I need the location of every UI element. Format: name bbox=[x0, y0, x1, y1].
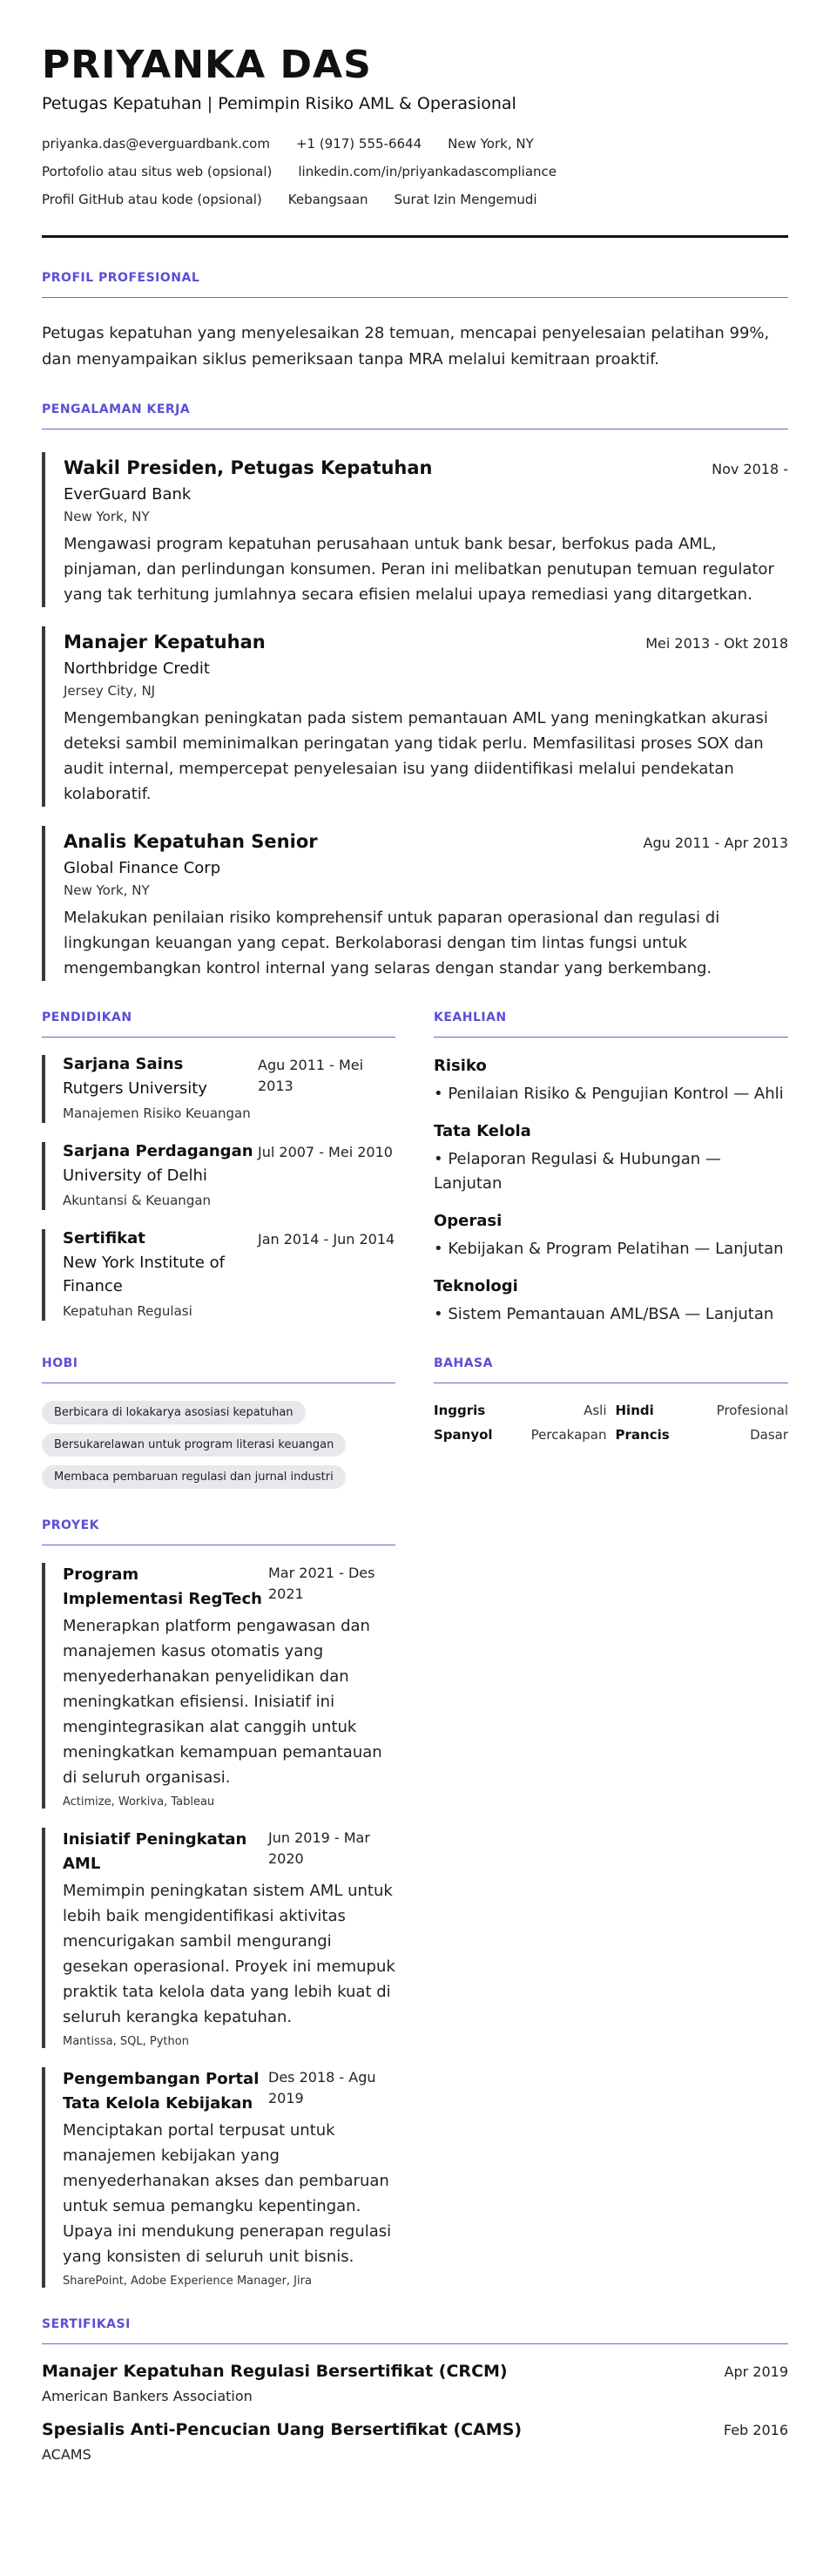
hobbies-languages-row bbox=[42, 1356, 788, 1489]
skill-group bbox=[434, 1212, 788, 1261]
section-title-skills: KEAHLIAN bbox=[434, 1011, 507, 1024]
candidate-headline: Petugas Kepatuhan | Pemimpin Risiko AML & Operasional bbox=[42, 94, 516, 113]
certification-date: Feb 2016 bbox=[723, 2422, 788, 2438]
job-title: Wakil Presiden, Petugas Kepatuhan bbox=[64, 457, 433, 478]
project-description: Menciptakan portal terpusat untuk manajemen kebijakan yang menyederhanakan akses dan pembaruan untuk semua pemangku kepentingan. Upaya ini mendukung penerapan regulasi yang konsisten di seluruh unit bisnis. bbox=[63, 2121, 392, 2266]
resume-header bbox=[42, 42, 788, 238]
hobbies-section bbox=[42, 1356, 395, 1489]
education-entry bbox=[42, 1229, 395, 1321]
job-date: Nov 2018 - bbox=[712, 461, 788, 477]
education-degree: Sarjana Perdagangan bbox=[63, 1142, 253, 1160]
education-school: Rutgers University bbox=[63, 1079, 207, 1098]
language-level: Profesional bbox=[716, 1403, 788, 1418]
job-company: Global Finance Corp bbox=[64, 859, 221, 877]
language-name: Spanyol bbox=[434, 1427, 493, 1443]
skill-category: Operasi bbox=[434, 1212, 503, 1230]
project-title: Program Implementasi RegTech bbox=[63, 1565, 262, 1608]
summary-text: Petugas kepatuhan yang menyelesaikan 28 temuan, mencapai penyelesaian pelatihan 99%, dan menyampaikan siklus pemeriksaan tanpa MRA melalui kemitraan proaktif. bbox=[42, 324, 770, 368]
section-divider bbox=[42, 297, 788, 298]
education-field: Manajemen Risiko Keuangan bbox=[63, 1105, 251, 1121]
summary-section bbox=[42, 271, 788, 373]
skill-category: Tata Kelola bbox=[434, 1122, 531, 1140]
project-date: Des 2018 - Agu 2019 bbox=[268, 2069, 376, 2106]
contact-email[interactable]: priyanka.das@everguardbank.com bbox=[42, 136, 270, 152]
education-entry bbox=[42, 1142, 395, 1210]
job-location: New York, NY bbox=[64, 509, 150, 524]
project-tech: Mantissa, SQL, Python bbox=[63, 2035, 189, 2048]
skill-item: • Pelaporan Regulasi & Hubungan — Lanjutan bbox=[434, 1150, 721, 1193]
language-entry bbox=[616, 1403, 789, 1418]
job-company: EverGuard Bank bbox=[64, 485, 192, 504]
project-date: Jun 2019 - Mar 2020 bbox=[268, 1829, 370, 1867]
project-tech: SharePoint, Adobe Experience Manager, Jira bbox=[63, 2275, 312, 2288]
language-level: Asli bbox=[584, 1403, 607, 1418]
header-divider bbox=[42, 235, 788, 238]
hobby-chip: Bersukarelawan untuk program literasi keuangan bbox=[42, 1433, 346, 1457]
section-title-languages: BAHASA bbox=[434, 1356, 493, 1370]
certification-name: Manajer Kepatuhan Regulasi Bersertifikat (CRCM) bbox=[42, 2362, 508, 2381]
project-date: Mar 2021 - Des 2021 bbox=[268, 1565, 375, 1602]
skill-item: • Penilaian Risiko & Pengujian Kontrol — Ahli bbox=[434, 1085, 784, 1103]
education-date: Jan 2014 - Jun 2014 bbox=[258, 1231, 395, 1247]
job-date: Mei 2013 - Okt 2018 bbox=[645, 635, 788, 652]
contact-row-2 bbox=[42, 164, 788, 179]
skill-group bbox=[434, 1277, 788, 1327]
job-entry bbox=[42, 626, 788, 807]
education-skills-row bbox=[42, 1011, 788, 1327]
section-title-education: PENDIDIKAN bbox=[42, 1011, 132, 1024]
job-description: Melakukan penilaian risiko komprehensif untuk paparan operasional dan regulasi di lingkungan keuangan yang cepat. Berkolaborasi dengan tim lintas fungsi untuk mengembangkan kontrol internal yang selaras dengan standar yang berkembang. bbox=[64, 909, 720, 977]
skill-category: Risiko bbox=[434, 1057, 487, 1075]
experience-section bbox=[42, 402, 788, 981]
contact-portfolio[interactable]: Portofolio atau situs web (opsional) bbox=[42, 164, 273, 179]
languages-section bbox=[434, 1356, 788, 1489]
job-entry bbox=[42, 826, 788, 981]
language-entry bbox=[434, 1427, 607, 1443]
education-field: Akuntansi & Keuangan bbox=[63, 1193, 212, 1208]
language-level: Percakapan bbox=[530, 1427, 607, 1443]
project-description: Memimpin peningkatan sistem AML untuk lebih baik mengidentifikasi aktivitas mencurigakan sambil mengurangi gesekan operasional. Proyek ini memupuk praktik tata kelola data yang lebih kuat di seluruh kerangka kepatuhan. bbox=[63, 1882, 395, 2026]
education-date: Jul 2007 - Mei 2010 bbox=[258, 1144, 393, 1160]
contact-github[interactable]: Profil GitHub atau kode (opsional) bbox=[42, 192, 262, 207]
project-entry bbox=[42, 2067, 395, 2288]
education-school: University of Delhi bbox=[63, 1166, 207, 1185]
contact-phone[interactable]: +1 (917) 555-6644 bbox=[295, 136, 422, 152]
contact-row-1 bbox=[42, 136, 788, 152]
candidate-name: PRIYANKA DAS bbox=[42, 43, 372, 87]
skill-item: • Sistem Pemantauan AML/BSA — Lanjutan bbox=[434, 1305, 774, 1323]
section-title-experience: PENGALAMAN KERJA bbox=[42, 402, 191, 416]
job-title: Analis Kepatuhan Senior bbox=[64, 831, 318, 852]
project-entry bbox=[42, 1563, 395, 1809]
languages-grid bbox=[434, 1403, 788, 1443]
certification-date: Apr 2019 bbox=[724, 2363, 788, 2380]
project-description: Menerapkan platform pengawasan dan manajemen kasus otomatis yang menyederhanakan penyelidikan dan meningkatkan efisiensi. Inisiatif ini mengintegrasikan alat canggih untuk meningkatkan kemampuan pemantauan di seluruh organisasi. bbox=[63, 1617, 382, 1787]
section-divider bbox=[42, 1037, 395, 1038]
job-entry bbox=[42, 452, 788, 607]
education-school: New York Institute of Finance bbox=[63, 1254, 225, 1295]
contact-linkedin[interactable]: linkedin.com/in/priyankadascompliance bbox=[298, 164, 557, 179]
certification-org: ACAMS bbox=[42, 2446, 91, 2463]
job-description: Mengawasi program kepatuhan perusahaan untuk bank besar, berfokus pada AML, pinjaman, dan perlindungan konsumen. Peran ini melibatkan penutupan temuan regulator yang tak terhitung jumlahnya secara efisien melalui upaya remediasi yang ditargetkan. bbox=[64, 535, 774, 604]
projects-section bbox=[42, 1518, 395, 2288]
contact-location: New York, NY bbox=[448, 136, 534, 152]
contact-row-3 bbox=[42, 192, 788, 207]
project-title: Pengembangan Portal Tata Kelola Kebijakan bbox=[63, 2070, 260, 2113]
education-section bbox=[42, 1011, 395, 1327]
skills-section bbox=[434, 1011, 788, 1327]
certification-entry bbox=[42, 2362, 788, 2404]
certification-entry bbox=[42, 2420, 788, 2463]
project-title: Inisiatif Peningkatan AML bbox=[63, 1830, 247, 1873]
education-degree: Sarjana Sains bbox=[63, 1055, 184, 1073]
section-divider bbox=[434, 1037, 788, 1038]
certification-name: Spesialis Anti-Pencucian Uang Bersertifikat (CAMS) bbox=[42, 2420, 523, 2439]
job-date: Agu 2011 - Apr 2013 bbox=[643, 835, 788, 851]
skill-item: • Kebijakan & Program Pelatihan — Lanjutan bbox=[434, 1240, 784, 1258]
project-tech: Actimize, Workiva, Tableau bbox=[63, 1795, 215, 1809]
skill-group bbox=[434, 1122, 788, 1196]
certification-org: American Bankers Association bbox=[42, 2388, 253, 2404]
language-name: Inggris bbox=[434, 1403, 486, 1418]
job-description: Mengembangkan peningkatan pada sistem pemantauan AML yang meningkatkan akurasi deteksi sambil meminimalkan peringatan yang tidak perlu. Memfasilitasi proses SOX dan audit internal, mempercepat penyelesaian isu yang diidentifikasi melalui pendekatan kolaboratif. bbox=[64, 709, 768, 803]
hobby-chip: Berbicara di lokakarya asosiasi kepatuhan bbox=[42, 1401, 306, 1424]
language-name: Prancis bbox=[615, 1427, 670, 1443]
section-title-summary: PROFIL PROFESIONAL bbox=[42, 271, 200, 285]
contact-license: Surat Izin Mengemudi bbox=[394, 192, 537, 207]
education-field: Kepatuhan Regulasi bbox=[63, 1303, 192, 1319]
job-title: Manajer Kepatuhan bbox=[64, 632, 266, 652]
certifications-section bbox=[42, 2317, 788, 2463]
skill-category: Teknologi bbox=[434, 1277, 518, 1295]
language-name: Hindi bbox=[615, 1403, 654, 1418]
education-degree: Sertifikat bbox=[63, 1229, 145, 1247]
skill-group bbox=[434, 1057, 788, 1106]
language-entry bbox=[434, 1403, 607, 1418]
language-level: Dasar bbox=[750, 1427, 788, 1443]
job-location: Jersey City, NJ bbox=[64, 683, 156, 699]
section-divider bbox=[42, 2343, 788, 2344]
hobby-chip: Membaca pembaruan regulasi dan jurnal industri bbox=[42, 1465, 346, 1489]
education-date: Agu 2011 - Mei 2013 bbox=[258, 1057, 364, 1094]
job-location: New York, NY bbox=[64, 882, 150, 898]
contact-nationality: Kebangsaan bbox=[287, 192, 368, 207]
language-entry bbox=[616, 1427, 789, 1443]
job-company: Northbridge Credit bbox=[64, 659, 210, 678]
section-title-hobbies: HOBI bbox=[42, 1356, 78, 1370]
education-entry bbox=[42, 1055, 395, 1123]
section-title-projects: PROYEK bbox=[42, 1518, 99, 1532]
project-entry bbox=[42, 1828, 395, 2048]
section-title-certifications: SERTIFIKASI bbox=[42, 2317, 131, 2331]
